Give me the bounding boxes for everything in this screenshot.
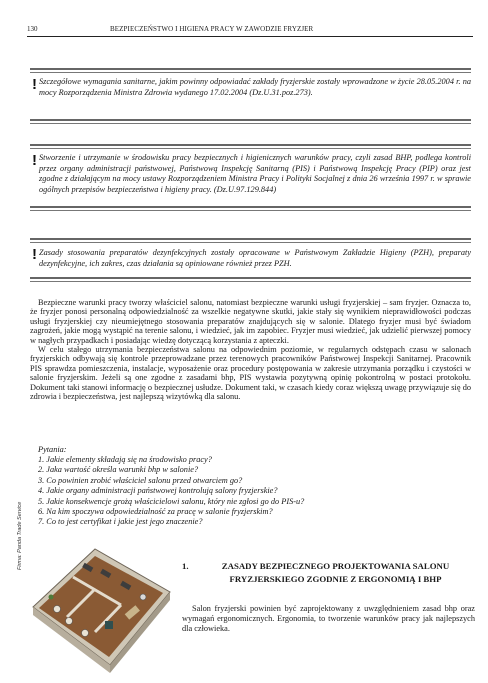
exclamation-mark-icon: !: [32, 152, 37, 169]
question-item: 7. Co to jest certyfikat i jakie jest jego znaczenie?: [38, 517, 203, 527]
question-item: 6. Na kim spoczywa odpowiedzialność za pracę w salonie fryzjerskim?: [38, 507, 273, 517]
body-text: [30, 298, 471, 401]
question-item: 4. Jakie organy administracji państwowej kontrolują salony fryzjerskie?: [38, 486, 278, 496]
note-text: Szczegółowe wymagania sanitarne, jakim powinny odpowiadać zakłady fryzjerskie zostały wprowadzone w życie 28.05.2004 r. na mocy Rozporządzenia Ministra Zdrowia wydanego 17.02.2004 (Dz.U.31.poz.273).: [39, 77, 471, 97]
questions-label: Pytania:: [38, 445, 67, 454]
photo-credit: Firma: Panda Trade Service: [17, 501, 23, 570]
note-box-1: [30, 68, 471, 124]
section-paragraph: Salon fryzjerski powinien być zaprojektowany z uwzględnieniem zasad bhp oraz wymagań ergonomicznych. Ergonomia, to tworzenie warunków pracy jak najlepszych dla człowieka.: [182, 604, 475, 633]
running-title: BEZPIECZEŃSTWO I HIGIENA PRACY W ZAWODZIE FRYZJER: [110, 25, 314, 33]
header-rule: [27, 36, 473, 37]
salon-3d-floorplan-illustration: [25, 537, 175, 677]
section-title: ZASADY BEZPIECZNEGO PROJEKTOWANIA SALONU FRYZJERSKIEGO ZGODNIE Z ERGONOMIĄ I BHP: [221, 561, 450, 584]
note-box-2: [30, 144, 471, 211]
exclamation-mark-icon: !: [32, 246, 37, 263]
question-item: 3. Co powinien zrobić właściciel salonu przed otwarciem go?: [38, 475, 243, 485]
body-paragraph: Bezpieczne warunki pracy tworzy właściciel salonu, natomiast bezpieczne warunki usługi fryzjerskiej – sam fryzjer. Oznacza to, że fryzjer ponosi personalną odpowiedzialność za wszelkie negatywne skutki, jakie stały się wynikiem nieprawidłowości podczas usługi fryzjerskiej czy nieumiejętnego stosowania preparatów znajdujących się w salonie. Dlatego fryzjer musi być świadom zagrożeń, jakie mogą wystąpić na terenie salonu, i wiedzieć, jak im zapobiec. Fryzjer musi wiedzieć, jak udzielić pierwszej pomocy w nagłych przypadkach i posiadając wiedzę dotyczącą korzystania z apteczki.: [30, 298, 471, 345]
question-item: 5. Jakie konsekwencje grożą właścicielowi salonu, który nie zgłosi go do PIS-u?: [38, 496, 305, 506]
questions-list: [38, 455, 304, 528]
body-paragraph: W celu stałego utrzymania bezpieczeństwa salonu na odpowiednim poziomie, w regularnych odstępach czasu w salonach fryzjerskich odbywają się kontrole przeprowadzane przez terenowych pracowników Państwowej Inspekcji Sanitarnej. Pracownik PIS sprawdza pomieszczenia, instalacje, wyposażenie oraz procedury postępowania w zakresie utrzymania porządku i czystości w salonie fryzjerskim. Jeżeli są one zgodne z zasadami bhp, PIS wystawia pozytywną opinię pokontrolną w postaci protokołu. Dokument taki stanowi informację o bezpiecznej usłudze. Dokument taki, w czasach kiedy coraz większą uwagę przywiązuje się do zdrowia i bezpieczeństwa, jest najlepszą wizytówką dla salonu.: [30, 345, 471, 402]
note-text: Zasady stosowania preparatów dezynfekcyjnych zostały opracowane w Państwowym Zakładzie Higieny (PZH), preparaty dezynfekcyjne, ich zakres, czas działania są opiniowane również przez PZH.: [39, 248, 471, 268]
page-number: 130: [27, 25, 38, 33]
note-top-rule: [30, 68, 471, 73]
note-bottom-rule: [30, 277, 471, 282]
question-item: 2. Jaka wartość określa warunki bhp w salonie?: [38, 465, 199, 475]
note-bottom-rule: [30, 206, 471, 211]
question-item: 1. Jakie elementy składają się na środowisko pracy?: [38, 455, 212, 464]
section-body: [182, 604, 475, 634]
section-heading: [182, 560, 475, 586]
note-text: Stworzenie i utrzymanie w środowisku pracy bezpiecznych i higienicznych warunków pracy, czyli zasad BHP, podlega kontroli przez organy administracji państwowej, Państwową Inspekcję Sanitarną (PIS) i Państwową Inspekcję Pracy (PIP) oraz jest zgodne z działającym na mocy ustawy Rozporządzeniem Ministra Pracy i Polityki Socjalnej z dnia 26 września 1997 r. w sprawie ogólnych przepisów bezpieczeństwa i higieny pracy. (Dz.U.97.129.844): [39, 153, 471, 194]
note-top-rule: [30, 238, 471, 243]
exclamation-mark-icon: !: [32, 76, 37, 93]
section-number: 1.: [182, 561, 189, 571]
note-top-rule: [30, 144, 471, 149]
note-bottom-rule: [30, 119, 471, 124]
note-box-3: [30, 238, 471, 282]
